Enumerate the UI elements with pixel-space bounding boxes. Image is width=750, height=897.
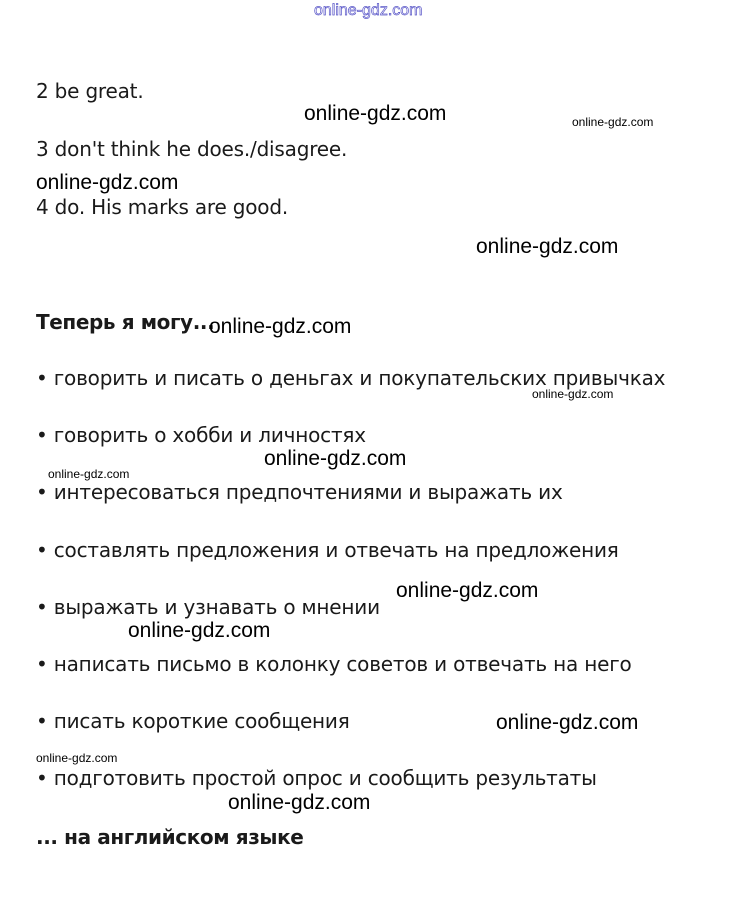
watermark: online-gdz.com: [396, 579, 539, 602]
footer-text: ... на английском языке: [36, 825, 304, 849]
skill-item: • говорить о хобби и личностях: [36, 423, 366, 447]
section-heading: Теперь я могу...: [36, 310, 215, 334]
watermark: online-gdz.com: [36, 751, 118, 765]
watermark: online-gdz.com: [572, 115, 654, 129]
watermark: online-gdz.com: [264, 447, 407, 470]
watermark: online-gdz.com: [128, 619, 271, 642]
skill-item: • писать короткие сообщения: [36, 709, 350, 733]
skill-item: • написать письмо в колонку советов и отвечать на него: [36, 652, 632, 676]
watermark: online-gdz.com: [36, 171, 179, 194]
skill-item: • подготовить простой опрос и сообщить результаты: [36, 766, 597, 790]
watermark: online-gdz.com: [209, 315, 352, 338]
answer-line-2: 2 be great.: [36, 79, 144, 103]
skill-item: • интересоваться предпочтениями и выражать их: [36, 480, 563, 504]
watermark: online-gdz.com: [304, 102, 447, 125]
watermark: online-gdz.com: [496, 711, 639, 734]
top-watermark: online-gdz.com: [314, 2, 423, 19]
watermark: online-gdz.com: [48, 467, 130, 481]
skill-item: • выражать и узнавать о мнении: [36, 595, 380, 619]
answer-line-3: 3 don't think he does./disagree.: [36, 137, 348, 161]
watermark: online-gdz.com: [476, 235, 619, 258]
answer-line-4: 4 do. His marks are good.: [36, 195, 288, 219]
skill-item: • говорить и писать о деньгах и покупательских привычках: [36, 366, 666, 390]
skill-item: • составлять предложения и отвечать на предложения: [36, 538, 619, 562]
watermark: online-gdz.com: [228, 791, 371, 814]
watermark: online-gdz.com: [532, 387, 614, 401]
